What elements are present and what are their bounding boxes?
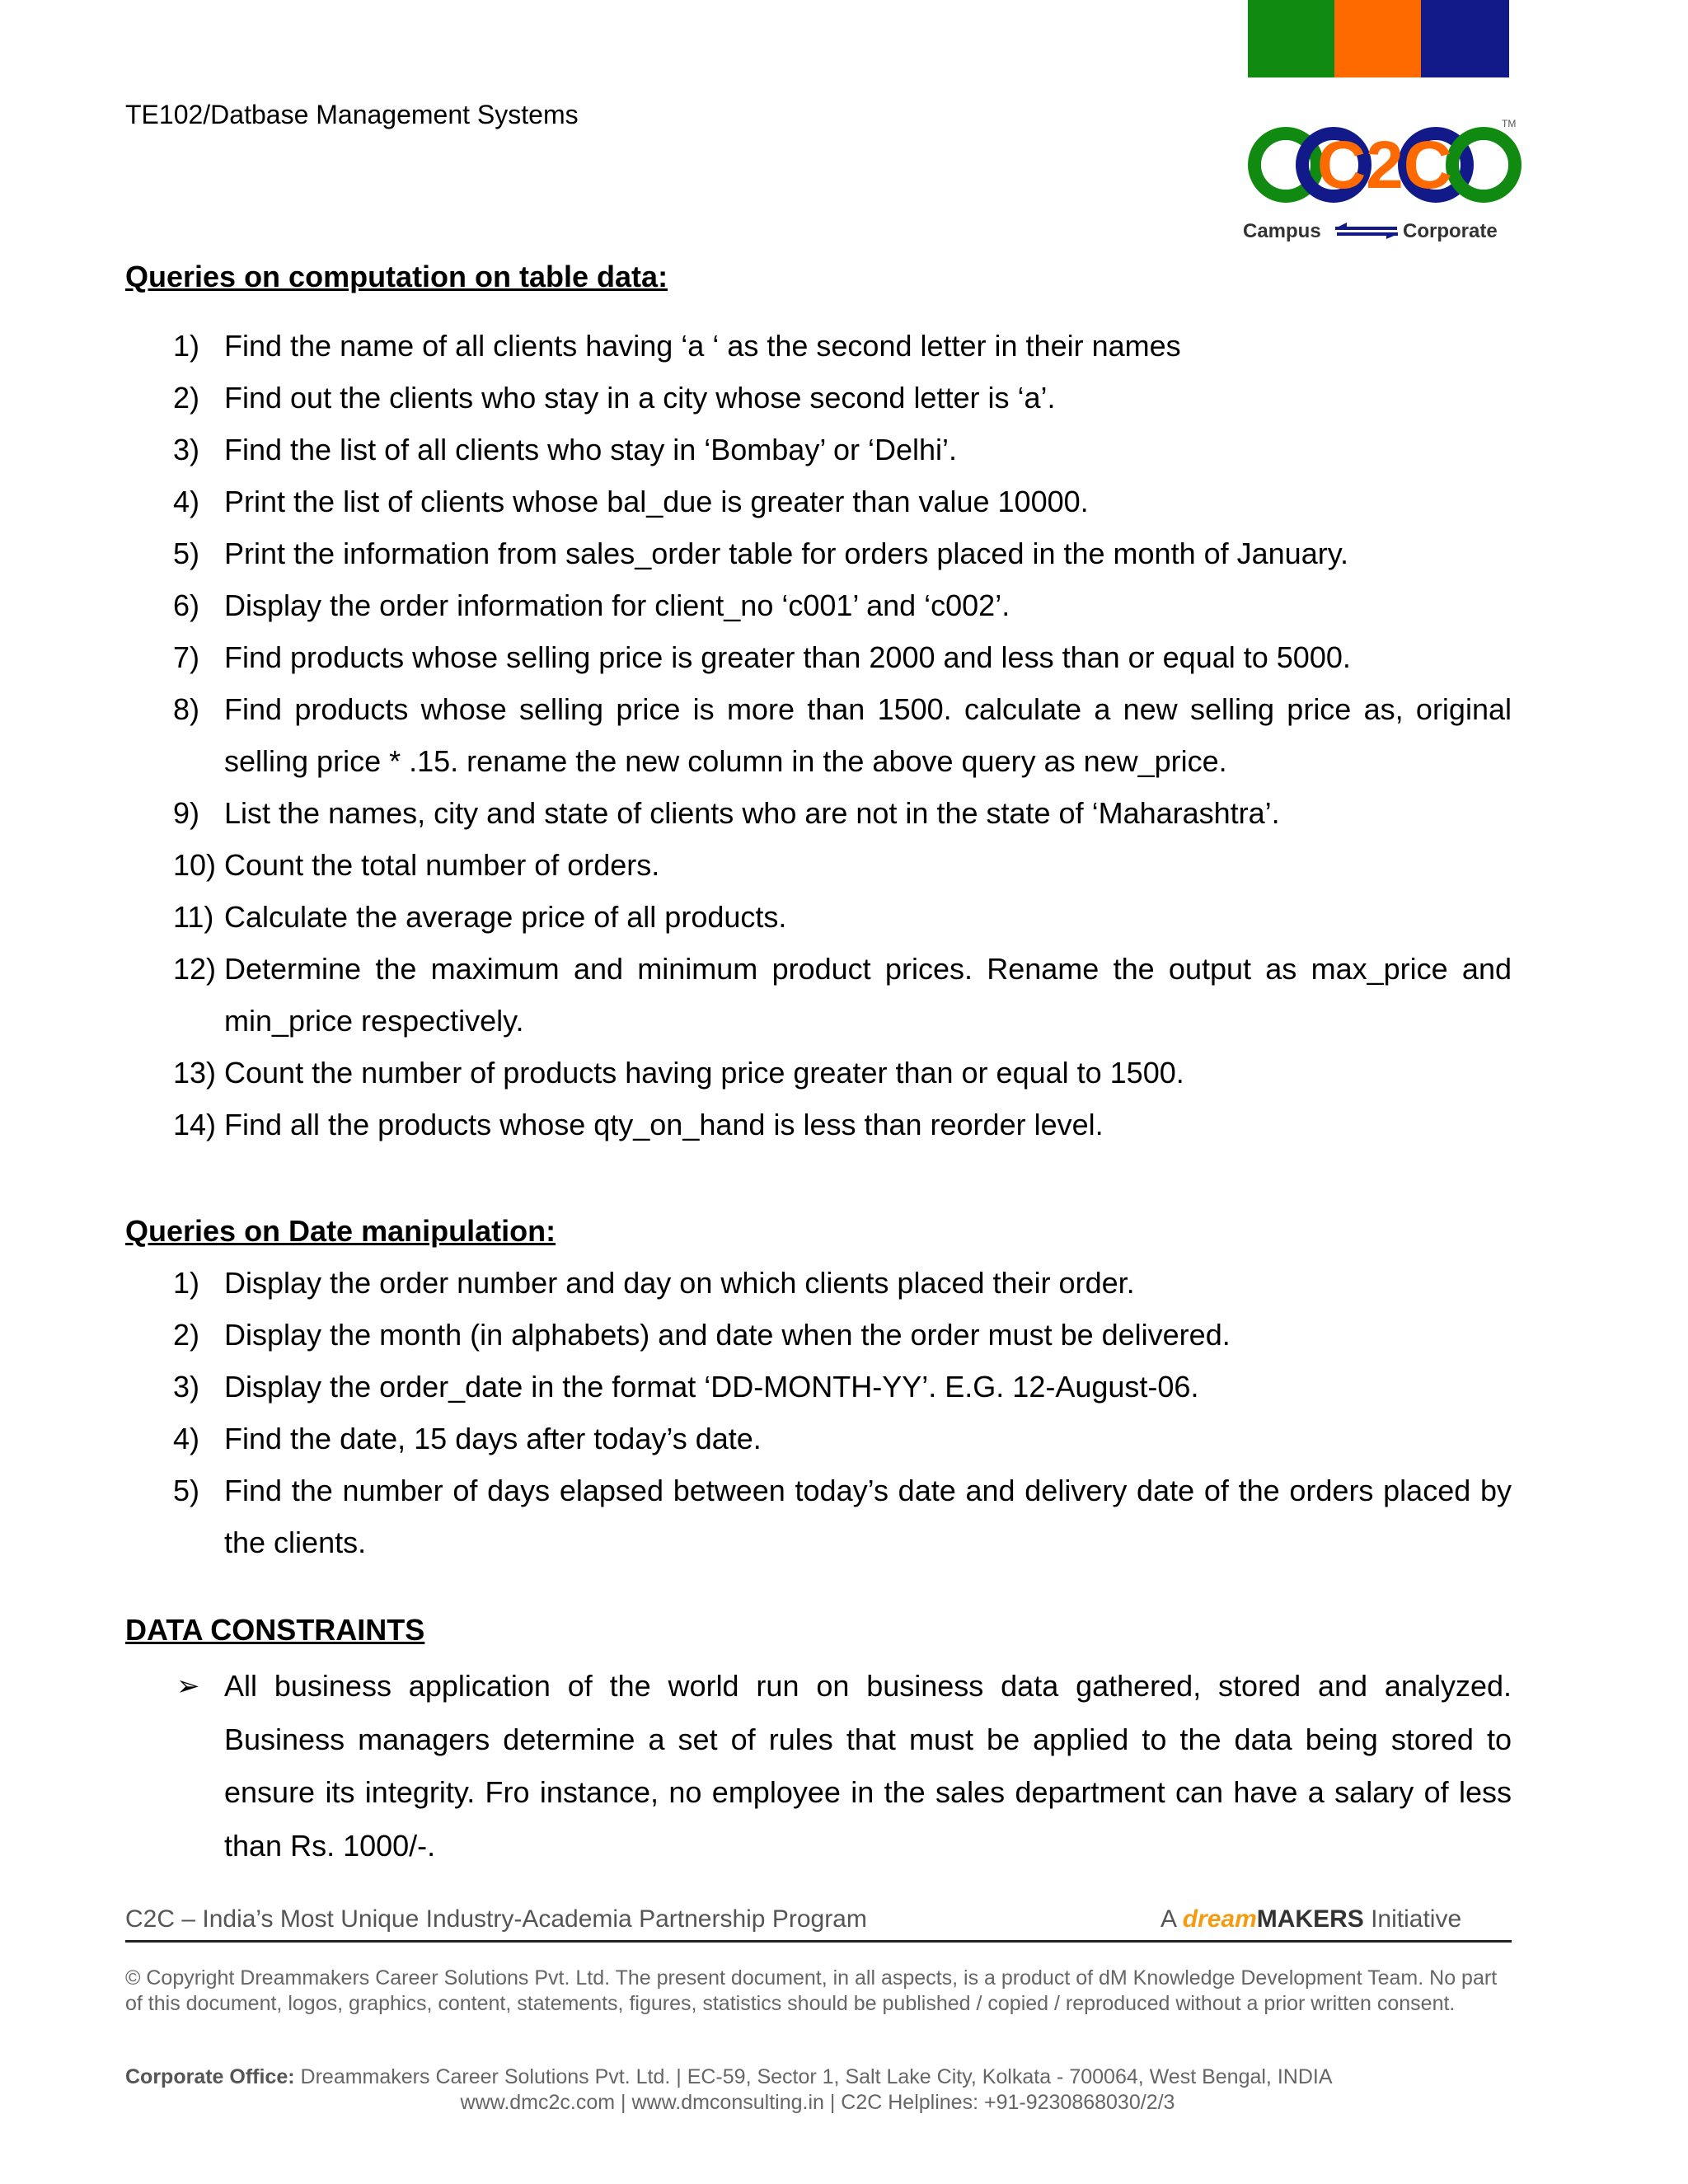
footer-tagline: C2C – India’s Most Unique Industry-Academia Partnership Program <box>125 1905 867 1933</box>
list-item <box>125 1660 1512 1872</box>
item-number: 5) <box>173 1474 200 1507</box>
list-item <box>125 943 1512 1047</box>
item-text: Find all the products whose qty_on_hand is less than reorder level. <box>224 1108 1104 1141</box>
copyright-notice: © Copyright Dreammakers Career Solutions Pvt. Ltd. The present document, in all aspects, is a product of dM Knowledge Development Team. No part of this document, logos, graphics, content, statements, figures, statistics should be published / copied / reproduced without a prior written consent. <box>125 1966 1498 2015</box>
course-title: TE102/Datbase Management Systems <box>125 100 579 129</box>
item-number: 5) <box>173 537 200 570</box>
office-label: Corporate Office: <box>125 2065 295 2088</box>
item-number: 8) <box>173 692 200 726</box>
list-item <box>125 372 1512 424</box>
item-text: Print the list of clients whose bal_due is greater than value 10000. <box>224 485 1089 518</box>
item-number: 9) <box>173 796 200 830</box>
item-number: 3) <box>173 433 200 466</box>
initiative-dream: dream <box>1182 1905 1257 1933</box>
item-number: 12) <box>173 952 217 986</box>
item-text: Display the order_date in the format ‘DD-MONTH-YY’. E.G. 12-August-06. <box>224 1370 1199 1404</box>
logo-corporate-label: Corporate <box>1403 220 1498 242</box>
item-text: Count the number of products having price greater than or equal to 1500. <box>224 1056 1184 1090</box>
item-text: List the names, city and state of clients who are not in the state of ‘Maharashtra’. <box>224 796 1280 830</box>
item-number: 14) <box>173 1108 217 1141</box>
office-address: Dreammakers Career Solutions Pvt. Ltd. | EC-59, Sector 1, Salt Lake City, Kolkata - 700064, West Bengal, INDIA <box>294 2065 1333 2088</box>
list-item <box>125 1465 1512 1568</box>
item-number: 1) <box>173 1266 200 1300</box>
list-item <box>125 1099 1512 1151</box>
initiative-suffix: Initiative <box>1363 1905 1462 1933</box>
c2c-logo <box>1236 114 1533 254</box>
brand-square-blue <box>1421 0 1509 77</box>
item-number: 4) <box>173 1422 200 1455</box>
list-item <box>125 1361 1512 1413</box>
brand-square-green <box>1248 0 1336 77</box>
item-text: Find the number of days elapsed between today’s date and delivery date of the orders placed by the clients. <box>224 1474 1512 1559</box>
item-text: Count the total number of orders. <box>224 848 660 882</box>
item-number: 13) <box>173 1056 217 1090</box>
list-item <box>125 1413 1512 1465</box>
section-heading-data-constraints: DATA CONSTRAINTS <box>125 1613 425 1647</box>
item-number: 2) <box>173 381 200 415</box>
item-number: 11) <box>173 900 214 934</box>
item-number: 4) <box>173 485 200 518</box>
item-text: Find products whose selling price is more than 1500. calculate a new selling price as, original selling price * .15. rename the new column in the above query as new_price. <box>224 692 1512 778</box>
section-heading-computation: Queries on computation on table data: <box>125 260 668 293</box>
item-number: 2) <box>173 1318 200 1352</box>
item-text: Calculate the average price of all products. <box>224 900 787 934</box>
list-item <box>125 839 1512 891</box>
logo-trademark: TM <box>1502 118 1517 129</box>
item-text: Display the order information for client_no ‘c001’ and ‘c002’. <box>224 588 1010 622</box>
item-text: Find out the clients who stay in a city whose second letter is ‘a’. <box>224 381 1056 415</box>
date-query-list <box>125 1257 1512 1568</box>
computation-query-list <box>125 320 1512 1151</box>
item-text: Find products whose selling price is greater than 2000 and less than or equal to 5000. <box>224 640 1351 674</box>
footer-rule <box>125 1902 1512 1943</box>
list-item <box>125 1309 1512 1361</box>
list-item <box>125 891 1512 943</box>
bullet-text: All business application of the world run on business data gathered, stored and analyzed. Business managers determine a set of rules that must be applied to the data being stored to ensure its integrity. Fro instance, no employee in the sales department can have a salary of less than Rs. 1000/-. <box>224 1669 1512 1863</box>
item-text: Display the month (in alphabets) and date when the order must be delivered. <box>224 1318 1231 1352</box>
constraints-bullet-list <box>125 1660 1512 1872</box>
initiative-prefix: A <box>1160 1905 1183 1933</box>
brand-square-orange <box>1334 0 1423 77</box>
item-number: 3) <box>173 1370 200 1404</box>
section-heading-date: Queries on Date manipulation: <box>125 1214 556 1248</box>
item-text: Find the date, 15 days after today’s date. <box>224 1422 762 1455</box>
list-item <box>125 631 1512 683</box>
item-number: 1) <box>173 329 200 363</box>
item-text: Print the information from sales_order table for orders placed in the month of January. <box>224 537 1349 570</box>
list-item <box>125 683 1512 787</box>
list-item <box>125 579 1512 631</box>
item-text: Display the order number and day on which clients placed their order. <box>224 1266 1135 1300</box>
list-item <box>125 1257 1512 1309</box>
item-number: 6) <box>173 588 200 622</box>
corporate-office <box>125 2064 1510 2090</box>
logo-wordmark: C2C <box>1316 128 1453 203</box>
item-number: 10) <box>173 848 217 882</box>
list-item <box>125 476 1512 527</box>
footer-initiative <box>1160 1905 1461 1933</box>
list-item <box>125 527 1512 579</box>
item-text: Find the name of all clients having ‘a ‘ as the second letter in their names <box>224 329 1181 363</box>
item-text: Find the list of all clients who stay in ‘Bombay’ or ‘Delhi’. <box>224 433 958 466</box>
list-item <box>125 424 1512 476</box>
websites-helplines: www.dmc2c.com | www.dmconsulting.in | C2C Helplines: +91-9230868030/2/3 <box>460 2091 1175 2114</box>
arrowhead-bullet-icon: ➢ <box>176 1671 200 1702</box>
list-item <box>125 320 1512 372</box>
list-item <box>125 787 1512 839</box>
item-text: Determine the maximum and minimum product prices. Rename the output as max_price and min_price respectively. <box>224 952 1512 1038</box>
logo-campus-label: Campus <box>1243 220 1321 242</box>
double-arrow-icon <box>1335 223 1398 239</box>
item-number: 7) <box>173 640 200 674</box>
list-item <box>125 1047 1512 1099</box>
initiative-makers: MAKERS <box>1256 1905 1364 1933</box>
